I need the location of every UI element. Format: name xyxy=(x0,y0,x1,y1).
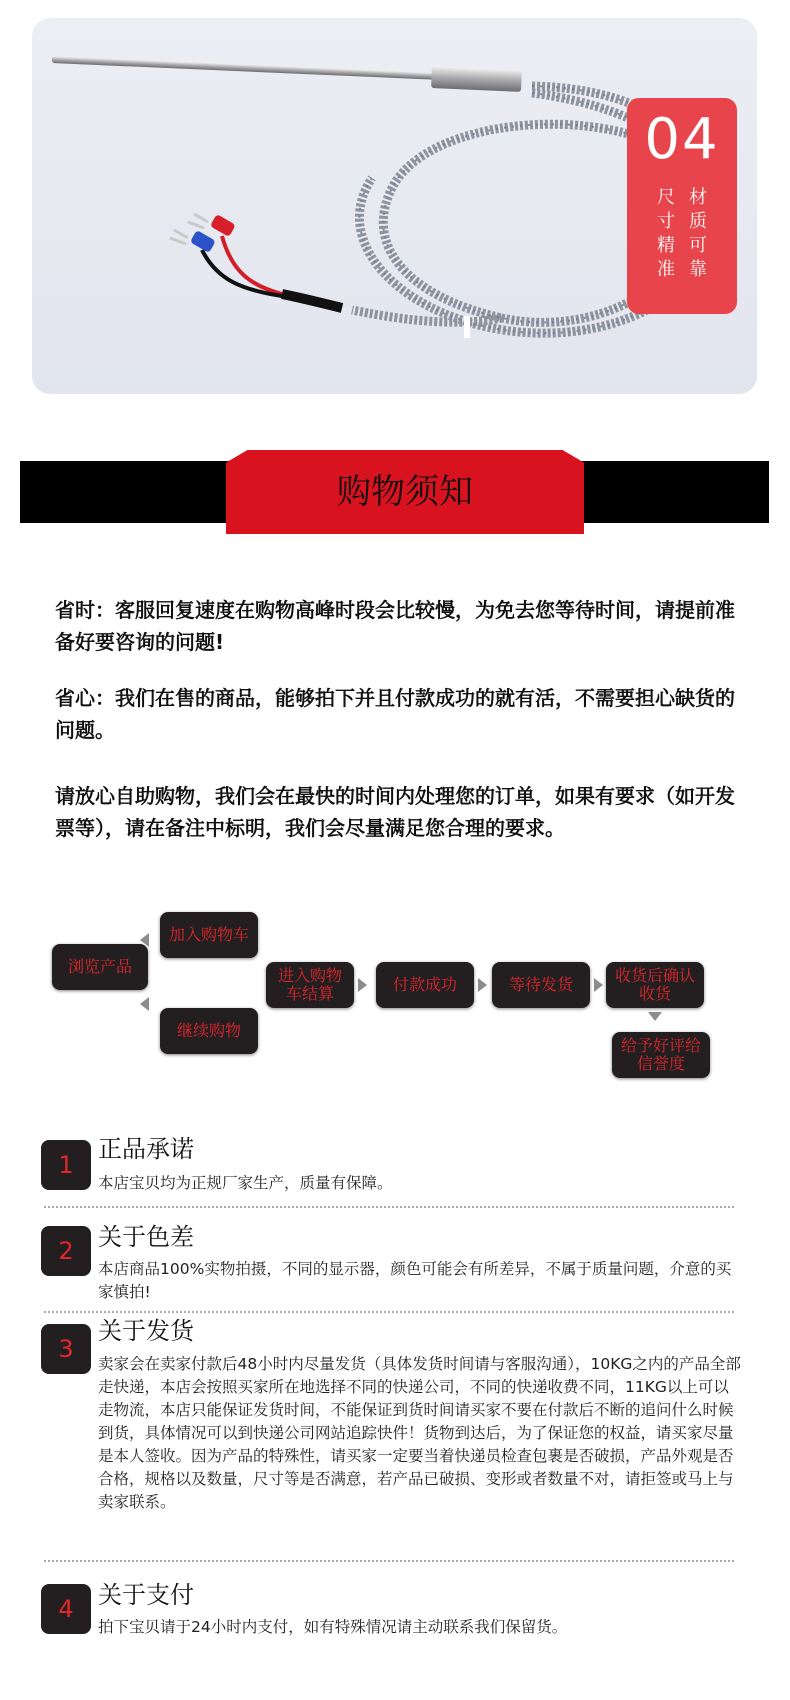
flow-add-to-cart: 加入购物车 xyxy=(160,912,258,958)
item-number-2: 2 xyxy=(41,1226,91,1276)
badge-number: 04 xyxy=(644,107,720,172)
badge-text-left: 尺寸精准 xyxy=(657,187,675,280)
flow-browse-products: 浏览产品 xyxy=(52,944,148,990)
divider xyxy=(44,1206,734,1208)
flow-payment-success: 付款成功 xyxy=(376,962,474,1008)
notice-peace-of-mind: 省心：我们在售的商品，能够拍下并且付款成功的就有活，不需要担心缺货的问题。 xyxy=(55,686,735,742)
flow-arrow-icon xyxy=(358,978,367,992)
item-title-color-difference: 关于色差 xyxy=(98,1223,194,1251)
feature-badge xyxy=(627,98,737,314)
item-body-payment: 拍下宝贝请于24小时内支付，如有特殊情况请主动联系我们保留货。 xyxy=(98,1618,568,1636)
item-number-4: 4 xyxy=(41,1584,91,1634)
flow-arrow-icon xyxy=(140,997,149,1011)
divider xyxy=(44,1560,734,1562)
flow-give-review: 给予好评给信誉度 xyxy=(612,1032,710,1078)
flow-arrow-icon xyxy=(648,1012,662,1021)
item-title-shipping: 关于发货 xyxy=(98,1317,194,1345)
item-body-authentic: 本店宝贝均为正规厂家生产，质量有保障。 xyxy=(98,1174,393,1192)
notice-save-time: 省时：客服回复速度在购物高峰时段会比较慢，为免去您等待时间，请提前准备好要咨询的问题! xyxy=(55,598,735,654)
notice-self-service: 请放心自助购物，我们会在最快的时间内处理您的订单，如果有要求（如开发票等），请在备注中标明，我们会尽量满足您合理的要求。 xyxy=(55,784,735,840)
flow-confirm-receipt: 收货后确认收货 xyxy=(606,962,704,1008)
flow-arrow-icon xyxy=(140,933,149,947)
flow-await-shipment: 等待发货 xyxy=(492,962,590,1008)
flow-continue-shopping: 继续购物 xyxy=(160,1008,258,1054)
item-title-authentic: 正品承诺 xyxy=(98,1135,194,1163)
item-number-1: 1 xyxy=(41,1140,91,1190)
flow-arrow-icon xyxy=(594,978,603,992)
item-body-shipping: 卖家会在卖家付款后48小时内尽量发货（具体发货时间请与客服沟通），10KG之内的产品全部走快递，本店会按照买家所在地选择不同的快递公司，不同的快递收费不同，11KG以上可以走物流，本店只能保证发货时间，不能保证到货时间请买家不要在付款后不断的追问什么时候到货，具体情况可以到快递公司网站追踪快件！货物到达后，为了保证您的权益，请买家尽量是本人签收。因为产品的特殊性，请买家一定要当着快递员检查包裹是否破损，产品外观是否合格，规格以及数量，尺寸等是否满意，若产品已破损、变形或者数量不对，请拒签或马上与卖家联系。 xyxy=(98,1355,741,1511)
section-title: 购物须知 xyxy=(337,472,473,512)
item-number-3: 3 xyxy=(41,1324,91,1374)
product-photo xyxy=(32,18,757,394)
item-body-color-difference: 本店商品100%实物拍摄，不同的显示器，颜色可能会有所差异，不属于质量问题，介意的买家慎拍! xyxy=(98,1260,732,1301)
item-title-payment: 关于支付 xyxy=(98,1581,194,1609)
badge-text-right: 材质可靠 xyxy=(689,187,707,280)
flow-checkout: 进入购物车结算 xyxy=(266,962,354,1008)
flow-arrow-icon xyxy=(478,978,487,992)
divider xyxy=(44,1311,734,1313)
